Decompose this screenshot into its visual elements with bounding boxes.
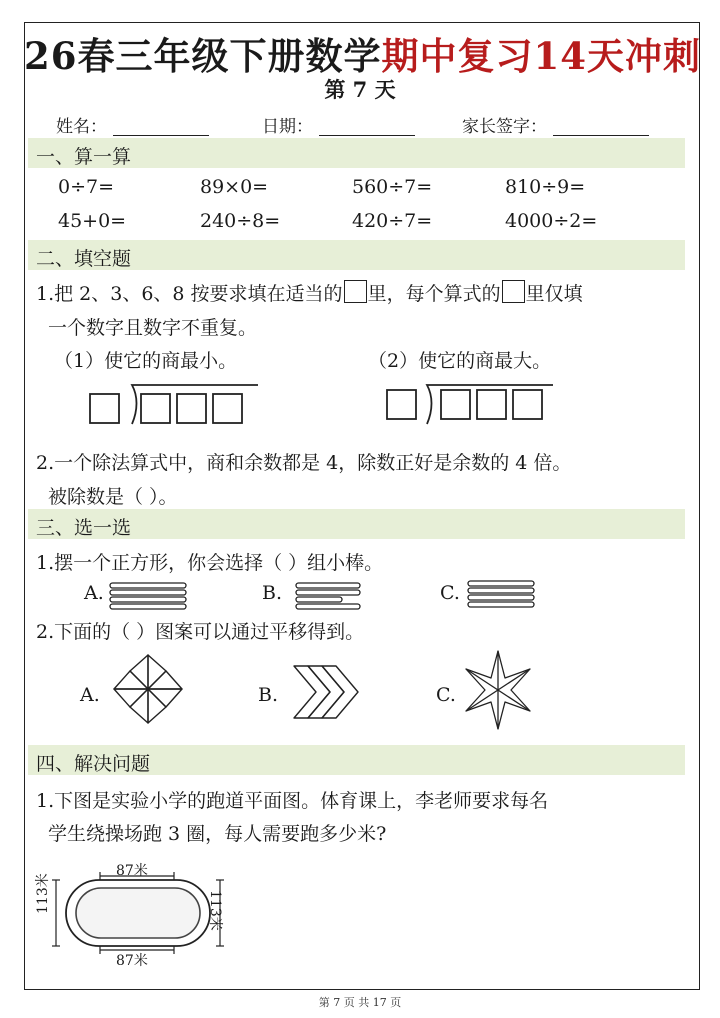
title-main: 26春三年级下册数学 [24, 34, 382, 78]
question-3-2: 2.下面的（ ）图案可以通过平移得到。 [36, 621, 365, 643]
calc-item: 0÷7= [58, 176, 115, 198]
pinwheel-icon [110, 651, 186, 727]
calc-item: 560÷7= [352, 176, 433, 198]
option-label[interactable]: B. [262, 582, 283, 604]
calc-item: 89×0= [200, 176, 269, 198]
question-3-1: 1.摆一个正方形，你会选择（ ）组小棒。 [36, 552, 384, 574]
track-length-top: 87米 [116, 863, 148, 879]
date-field[interactable]: 日期： [262, 112, 415, 137]
section-1-header: 一、算一算 [28, 138, 685, 168]
track-width-left: 113米 [35, 873, 51, 914]
day-label: 第 7 天 [324, 77, 396, 102]
question-2-1-line2: 一个数字且数字不重复。 [48, 317, 258, 339]
calc-item: 45+0= [58, 210, 127, 232]
question-2-2-line2: 被除数是（ ）。 [48, 486, 178, 508]
sub-question-1: （1）使它的商最小。 [54, 350, 238, 372]
name-field[interactable]: 姓名： [56, 112, 209, 137]
star-icon [460, 649, 536, 731]
page-footer: 第 7 页 共 17 页 [318, 996, 402, 1009]
question-4-1-line2: 学生绕操场跑 3 圈，每人需要跑多少米? [48, 823, 387, 845]
option-label[interactable]: A. [80, 684, 100, 706]
section-2-header: 二、填空题 [28, 240, 685, 270]
option-label[interactable]: A. [84, 582, 104, 604]
title-highlight: 期中复习14天冲刺 [381, 34, 701, 78]
page-title [24, 26, 700, 80]
sticks-c-icon [466, 579, 538, 613]
calc-item: 240÷8= [200, 210, 281, 232]
option-label[interactable]: C. [440, 582, 460, 604]
inline-box-icon [502, 280, 525, 303]
sub-question-2: （2）使它的商最大。 [368, 350, 552, 372]
question-4-1-line1: 1.下图是实验小学的跑道平面图。体育课上，李老师要求每名 [36, 790, 549, 812]
calc-item: 810÷9= [505, 176, 586, 198]
calc-item: 420÷7= [352, 210, 433, 232]
section-4-header: 四、解决问题 [28, 745, 685, 775]
division-diagram-1[interactable] [80, 380, 270, 428]
sticks-a-icon [108, 581, 188, 611]
chevrons-icon [290, 662, 362, 724]
sticks-b-icon [294, 581, 364, 611]
inline-box-icon [344, 280, 367, 303]
section-3-header: 三、选一选 [28, 509, 685, 539]
track-width-right: 113米 [207, 890, 223, 931]
option-label[interactable]: C. [436, 684, 456, 706]
calc-item: 4000÷2= [505, 210, 598, 232]
parent-signature-field[interactable]: 家长签字： [462, 112, 649, 137]
division-diagram-2[interactable] [377, 380, 567, 428]
question-2-1-line1: 1.把 2、3、6、8 按要求填在适当的 里，每个算式的 里仅填 [36, 279, 583, 306]
option-label[interactable]: B. [258, 684, 279, 706]
track-length-bottom: 87米 [116, 953, 148, 969]
question-2-2-line1: 2.一个除法算式中，商和余数都是 4，除数正好是余数的 4 倍。 [36, 452, 572, 474]
